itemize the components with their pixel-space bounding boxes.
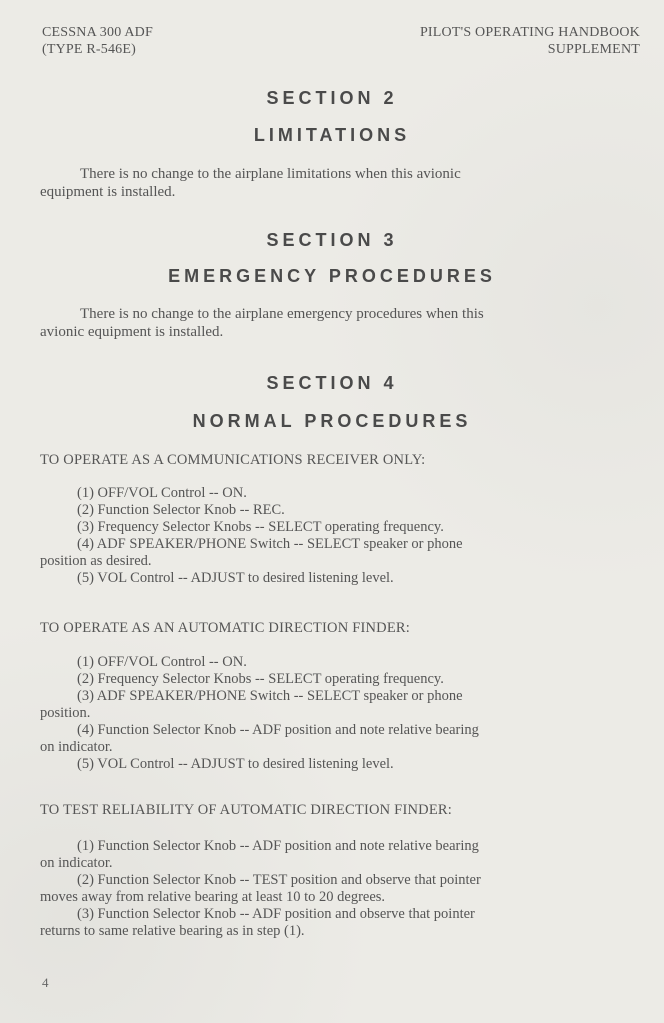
section-2-title: SECTION 2 <box>266 88 398 108</box>
section-2-name: LIMITATIONS <box>253 125 411 145</box>
header-handbook: PILOT'S OPERATING HANDBOOK <box>419 25 640 40</box>
adf-list <box>40 654 645 773</box>
list-item: (4) ADF SPEAKER/PHONE Switch -- SELECT speaker or phone <box>77 536 463 552</box>
list-item: (5) VOL Control -- ADJUST to desired listening level. <box>77 756 394 772</box>
section-3-title: SECTION 3 <box>266 230 398 250</box>
list-item: (3) Function Selector Knob -- ADF position and observe that pointer <box>77 906 475 922</box>
test-reliability-heading: TO TEST RELIABILITY OF AUTOMATIC DIRECTION FINDER: <box>40 802 452 818</box>
list-item: (3) Frequency Selector Knobs -- SELECT operating frequency. <box>77 519 444 535</box>
list-item: (1) OFF/VOL Control -- ON. <box>77 654 247 670</box>
list-item: (2) Function Selector Knob -- TEST position and observe that pointer <box>77 872 481 888</box>
list-item: (2) Frequency Selector Knobs -- SELECT operating frequency. <box>77 671 444 687</box>
adf-heading: TO OPERATE AS AN AUTOMATIC DIRECTION FINDER: <box>40 620 410 636</box>
section-4-name: NORMAL PROCEDURES <box>192 411 472 431</box>
list-item-continuation: position as desired. <box>40 553 152 569</box>
header-supplement: SUPPLEMENT <box>547 42 640 57</box>
section-4-title: SECTION 4 <box>266 373 398 393</box>
list-item: (4) Function Selector Knob -- ADF position and note relative bearing <box>77 722 479 738</box>
list-item: (2) Function Selector Knob -- REC. <box>77 502 285 518</box>
list-item: (1) OFF/VOL Control -- ON. <box>77 485 247 501</box>
list-item: (1) Function Selector Knob -- ADF position and note relative bearing <box>77 838 479 854</box>
section-2-text-line2: equipment is installed. <box>40 184 176 200</box>
page-number: 4 <box>42 975 49 990</box>
list-item-continuation: position. <box>40 705 91 721</box>
header-type: (TYPE R-546E) <box>42 42 136 57</box>
test-reliability-list <box>40 838 645 940</box>
list-item: (5) VOL Control -- ADJUST to desired listening level. <box>77 570 394 586</box>
comm-receiver-heading: TO OPERATE AS A COMMUNICATIONS RECEIVER ONLY: <box>40 452 426 468</box>
section-3-text-line2: avionic equipment is installed. <box>40 324 224 340</box>
section-3-name: EMERGENCY PROCEDURES <box>168 266 496 286</box>
list-item-continuation: moves away from relative bearing at least 10 to 20 degrees. <box>40 889 386 905</box>
list-item-continuation: on indicator. <box>40 855 113 871</box>
comm-receiver-list <box>40 485 645 587</box>
section-3-text <box>40 305 632 341</box>
header-model: CESSNA 300 ADF <box>42 25 153 40</box>
section-2-text <box>40 165 632 201</box>
header-left <box>42 24 153 58</box>
header-right <box>420 24 640 58</box>
list-item-continuation: on indicator. <box>40 739 113 755</box>
section-3-text-line1: There is no change to the airplane emergency procedures when this <box>80 306 484 322</box>
section-2-text-line1: There is no change to the airplane limitations when this avionic <box>80 166 461 182</box>
list-item: (3) ADF SPEAKER/PHONE Switch -- SELECT speaker or phone <box>77 688 463 704</box>
list-item-continuation: returns to same relative bearing as in step (1). <box>40 923 305 939</box>
